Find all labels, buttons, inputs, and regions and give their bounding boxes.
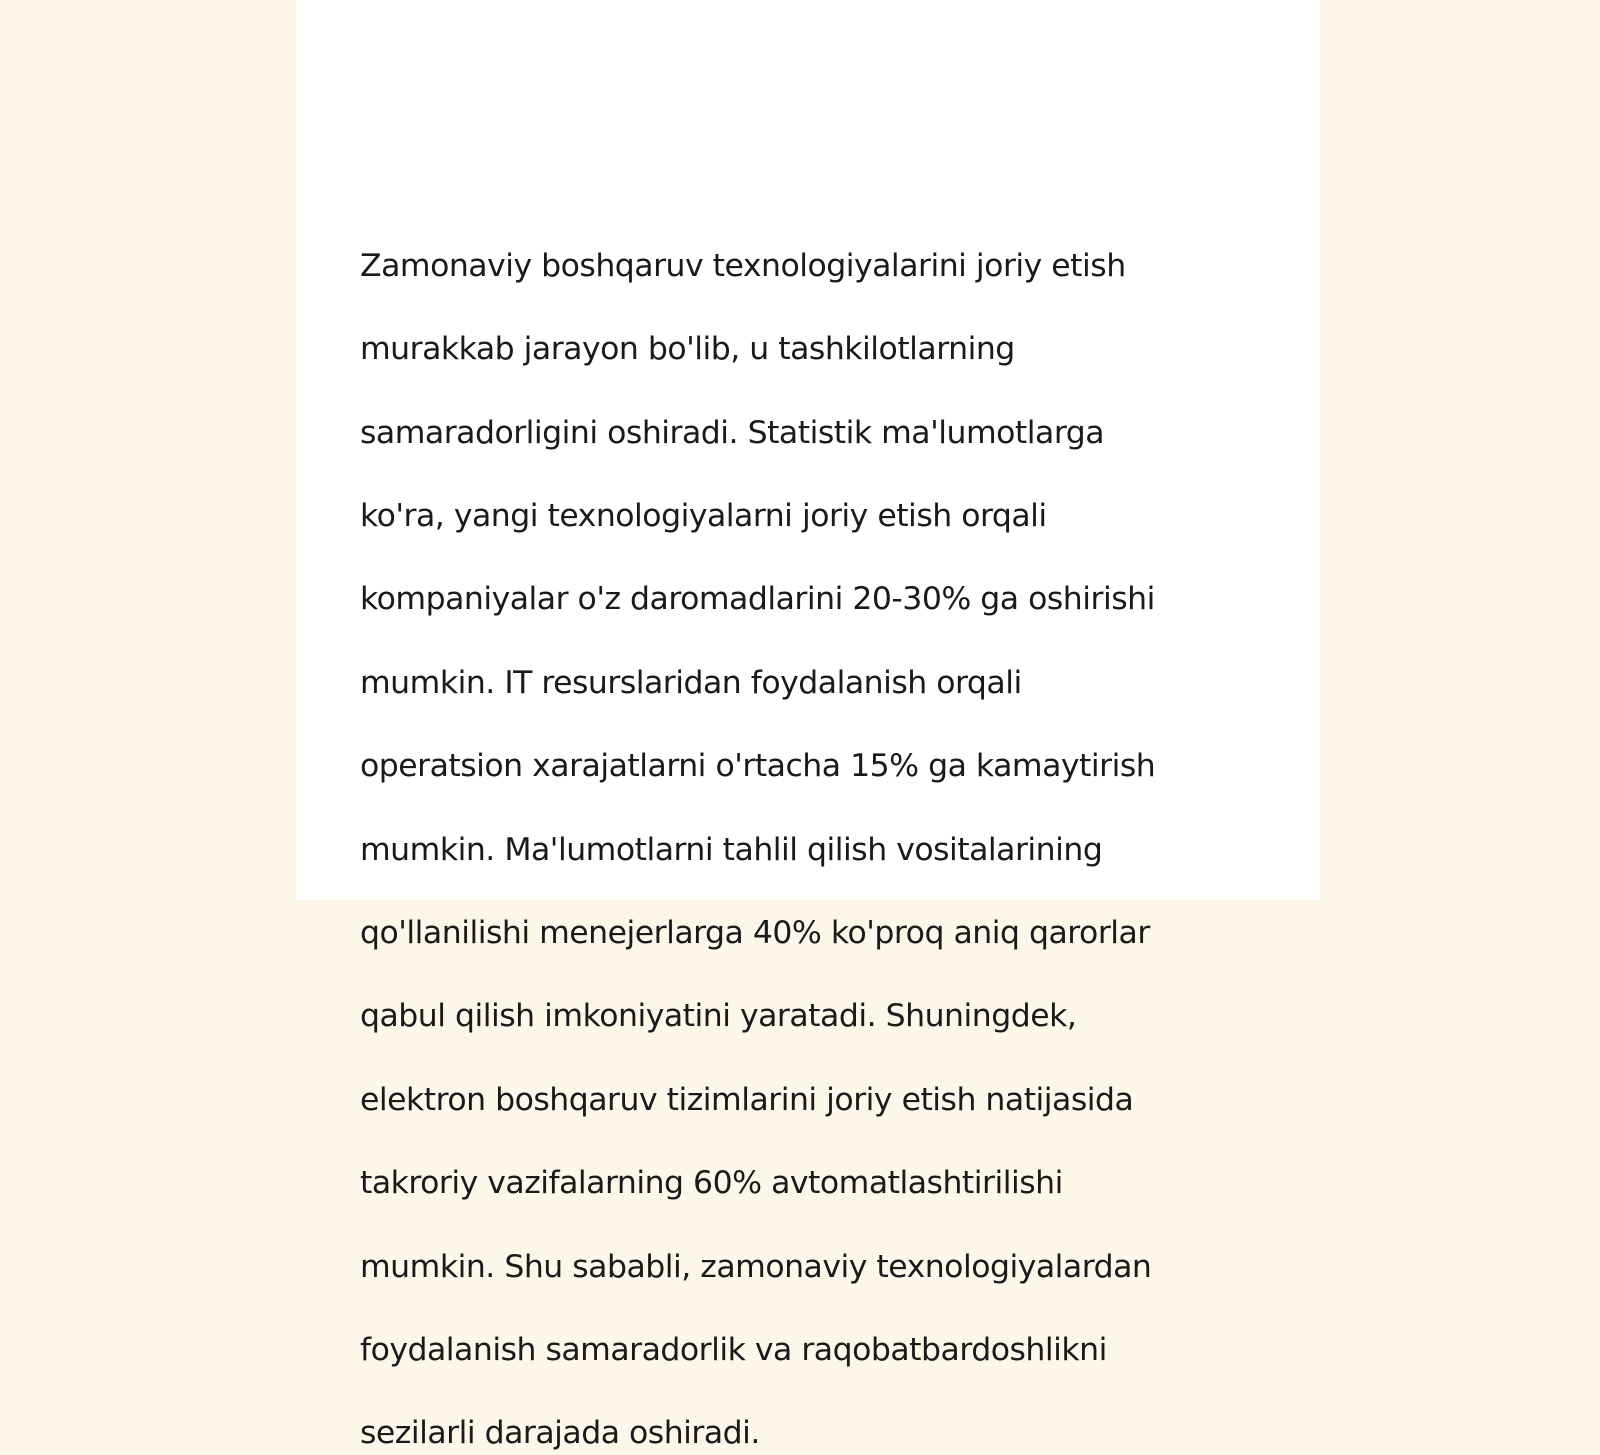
text-line: mumkin. Ma'lumotlarni tahlil qilish vositalarining	[360, 831, 1103, 868]
text-line: qabul qilish imkoniyatini yaratadi. Shuningdek,	[360, 998, 1077, 1035]
body-paragraph	[360, 204, 1230, 1455]
text-line: foydalanish samaradorlik va raqobatbardoshlikni	[360, 1331, 1107, 1368]
document-page	[296, 0, 1320, 1452]
text-line: elektron boshqaruv tizimlarini joriy etish natijasida	[360, 1081, 1134, 1118]
text-line: takroriy vazifalarning 60% avtomatlashtirilishi	[360, 1165, 1063, 1202]
text-line: kompaniyalar o'z daromadlarini 20-30% ga oshirishi	[360, 581, 1155, 618]
text-line: operatsion xarajatlarni o'rtacha 15% ga kamaytirish	[360, 748, 1156, 785]
text-line: sezilarli darajada oshiradi.	[360, 1415, 760, 1452]
text-line: murakkab jarayon bo'lib, u tashkilotlarning	[360, 331, 1015, 368]
text-line: qo'llanilishi menejerlarga 40% ko'proq aniq qarorlar	[360, 914, 1150, 951]
text-line: mumkin. IT resurslaridan foydalanish orqali	[360, 664, 1022, 701]
text-line: Zamonaviy boshqaruv texnologiyalarini joriy etish	[360, 247, 1126, 284]
text-line: ko'ra, yangi texnologiyalarni joriy etish orqali	[360, 497, 1047, 534]
text-line: mumkin. Shu sababli, zamonaviy texnologiyalardan	[360, 1248, 1152, 1285]
text-line: samaradorligini oshiradi. Statistik ma'lumotlarga	[360, 414, 1105, 451]
